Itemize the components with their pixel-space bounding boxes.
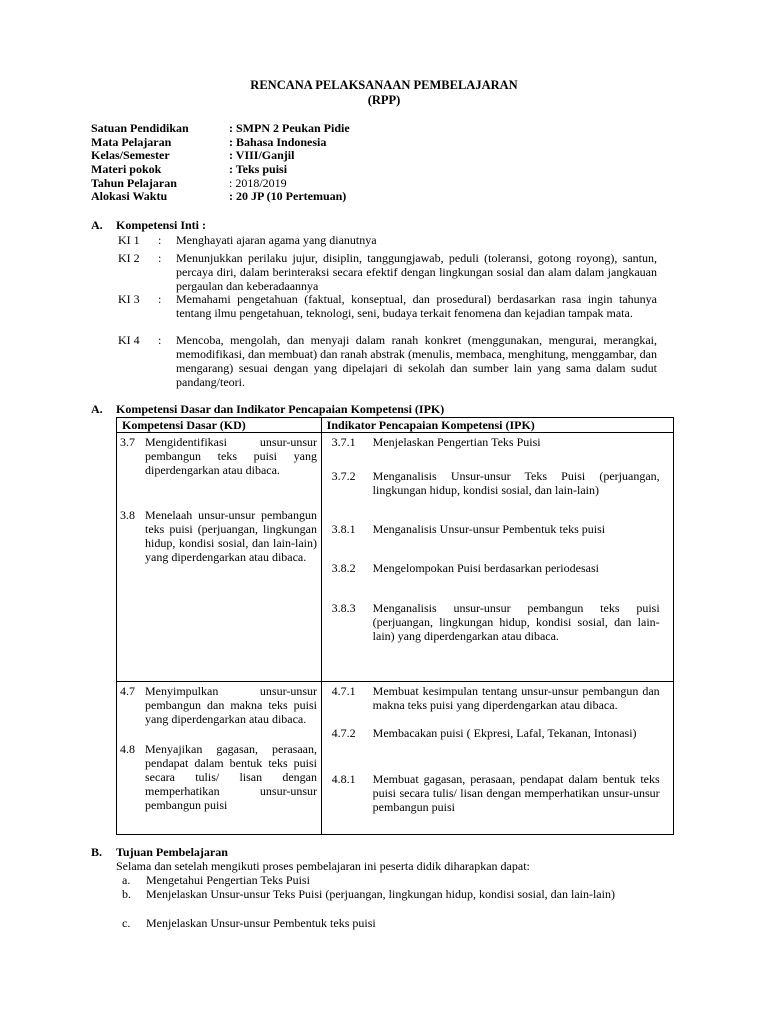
- meta-label: Materi pokok: [91, 162, 162, 176]
- ki-code: KI 2: [118, 251, 140, 265]
- kd-ipk-table: [116, 417, 674, 835]
- ipk-number: 4.7.1: [331, 684, 356, 698]
- ki-code: KI 1: [118, 233, 140, 247]
- ipk-text: Membacakan puisi ( Ekpresi, Lafal, Tekanan, Intonasi): [372, 726, 637, 740]
- kd-cell: [117, 682, 322, 835]
- section-title-kompetensi-inti: Kompetensi Inti :: [116, 218, 206, 232]
- tujuan-letter: c.: [122, 916, 131, 930]
- tujuan-letter: b.: [122, 887, 131, 901]
- kd-text: Menyajikan gagasan, perasaan, pendapat dalam bentuk teks puisi secara tulis/ lisan dengan memperhatikan unsur-unsur pembangun puisi: [145, 742, 317, 812]
- ipk-cell: [321, 433, 673, 682]
- tujuan-intro: Selama dan setelah mengikuti proses pembelajaran ini peserta didik diharapkan dapat:: [116, 859, 530, 873]
- ki-text: Menunjukkan perilaku jujur, disiplin, tanggungjawab, peduli (toleransi, gotong royong), santun, percaya diri, dalam berinteraksi secara efektif dengan lingkungan sosial dan alam dalam jangkauan pergaulan dan keberadaannya: [176, 251, 657, 293]
- kd-number: 4.7: [120, 684, 135, 698]
- meta-label: Kelas/Semester: [91, 148, 170, 162]
- table-row: [117, 433, 674, 682]
- section-title-kd-ipk: Kompetensi Dasar dan Indikator Pencapaian Kompetensi (IPK): [116, 402, 445, 416]
- column-header-kd: Kompetensi Dasar (KD): [117, 418, 322, 433]
- tujuan-text: Menjelaskan Unsur-unsur Pembentuk teks puisi: [146, 916, 376, 930]
- ipk-number: 3.7.2: [331, 469, 356, 483]
- meta-label: Tahun Pelajaran: [91, 176, 177, 190]
- ipk-number: 4.8.1: [331, 772, 356, 786]
- ipk-number: 3.8.2: [331, 561, 356, 575]
- ipk-number: 4.7.2: [331, 726, 356, 740]
- ipk-number: 3.8.3: [331, 601, 356, 615]
- ipk-text: Membuat gagasan, perasaan, pendapat dalam bentuk teks puisi secara tulis/ lisan dengan memperhatikan unsur-unsur pembangun puisi: [372, 772, 660, 814]
- ipk-text: Menganalisis Unsur-unsur Teks Puisi (perjuangan, lingkungan hidup, kondisi sosial, dan lain-lain): [372, 469, 660, 497]
- meta-value: : Bahasa Indonesia: [229, 135, 327, 149]
- ki-text: Memahami pengetahuan (faktual, konseptual, dan prosedural) berdasarkan rasa ingin tahunya tentang ilmu pengetahuan, teknologi, seni, budaya terkait fenomena dan kejadian tampak mata.: [176, 292, 657, 320]
- meta-value: : Teks puisi: [229, 162, 288, 176]
- ipk-text: Membuat kesimpulan tentang unsur-unsur pembangun dan makna teks puisi yang diperdengarkan atau dibaca.: [372, 684, 660, 712]
- ki-colon: :: [158, 292, 162, 306]
- ki-colon: :: [158, 333, 162, 347]
- meta-label: Alokasi Waktu: [91, 189, 168, 203]
- meta-label: Satuan Pendidikan: [91, 121, 189, 135]
- kd-number: 3.7: [120, 435, 135, 449]
- ipk-cell: [321, 682, 673, 835]
- ki-text: Menghayati ajaran agama yang dianutnya: [176, 233, 377, 247]
- ipk-number: 3.7.1: [331, 435, 356, 449]
- meta-label: Mata Pelajaran: [91, 135, 172, 149]
- tujuan-letter: a.: [122, 873, 131, 887]
- meta-value: : SMPN 2 Peukan Pidie: [229, 121, 350, 135]
- column-header-ipk: Indikator Pencapaian Kompetensi (IPK): [321, 418, 673, 433]
- document-subtitle: (RPP): [367, 93, 401, 107]
- section-letter: A.: [91, 402, 103, 416]
- section-letter: A.: [91, 218, 103, 232]
- section-title-tujuan: Tujuan Pembelajaran: [116, 845, 228, 859]
- tujuan-text: Mengetahui Pengertian Teks Puisi: [146, 873, 310, 887]
- document-title: RENCANA PELAKSANAAN PEMBELAJARAN: [250, 78, 518, 92]
- ki-code: KI 4: [118, 333, 140, 347]
- meta-value: : VIII/Ganjil: [229, 148, 295, 162]
- ki-text: Mencoba, mengolah, dan menyaji dalam ranah konkret (menggunakan, mengurai, merangkai, memodifikasi, dan membuat) dan ranah abstrak (menulis, membaca, menghitung, menggambar, dan mengarang) sesuai dengan yang dipelajari di sekolah dan sumber lain yang sama dalam sudut pandang/teori.: [176, 333, 657, 389]
- ki-colon: :: [158, 251, 162, 265]
- meta-value: : 20 JP (10 Pertemuan): [229, 189, 347, 203]
- kd-cell: [117, 433, 322, 682]
- kd-text: Menelaah unsur-unsur pembangun teks puisi (perjuangan, lingkungan hidup, kondisi sosial, dan lain-lain) yang diperdengarkan atau dibaca.: [145, 508, 317, 564]
- ipk-text: Menganalisis unsur-unsur pembangun teks puisi (perjuangan, lingkungan hidup, kondisi sosial, dan lain-lain) yang diperdengarkan atau dibaca.: [372, 601, 660, 643]
- ipk-text: Menjelaskan Pengertian Teks Puisi: [372, 435, 541, 449]
- ipk-text: Menganalisis Unsur-unsur Pembentuk teks puisi: [372, 522, 606, 536]
- table-row: [117, 682, 674, 835]
- ipk-number: 3.8.1: [331, 522, 356, 536]
- section-letter: B.: [91, 845, 103, 859]
- ki-code: KI 3: [118, 292, 140, 306]
- kd-number: 3.8: [120, 508, 135, 522]
- table-header-row: [117, 418, 674, 433]
- ipk-text: Mengelompokan Puisi berdasarkan periodesasi: [372, 561, 599, 575]
- kd-text: Menyimpulkan unsur-unsur pembangun dan makna teks puisi yang diperdengarkan atau dibaca.: [145, 684, 317, 726]
- kd-number: 4.8: [120, 742, 135, 756]
- tujuan-text: Menjelaskan Unsur-unsur Teks Puisi (perjuangan, lingkungan hidup, kondisi sosial, dan lain-lain): [146, 887, 615, 901]
- ki-colon: :: [158, 233, 162, 247]
- kd-text: Mengidentifikasi unsur-unsur pembangun teks puisi yang diperdengarkan atau dibaca.: [145, 435, 317, 477]
- meta-value: : 2018/2019: [229, 176, 287, 190]
